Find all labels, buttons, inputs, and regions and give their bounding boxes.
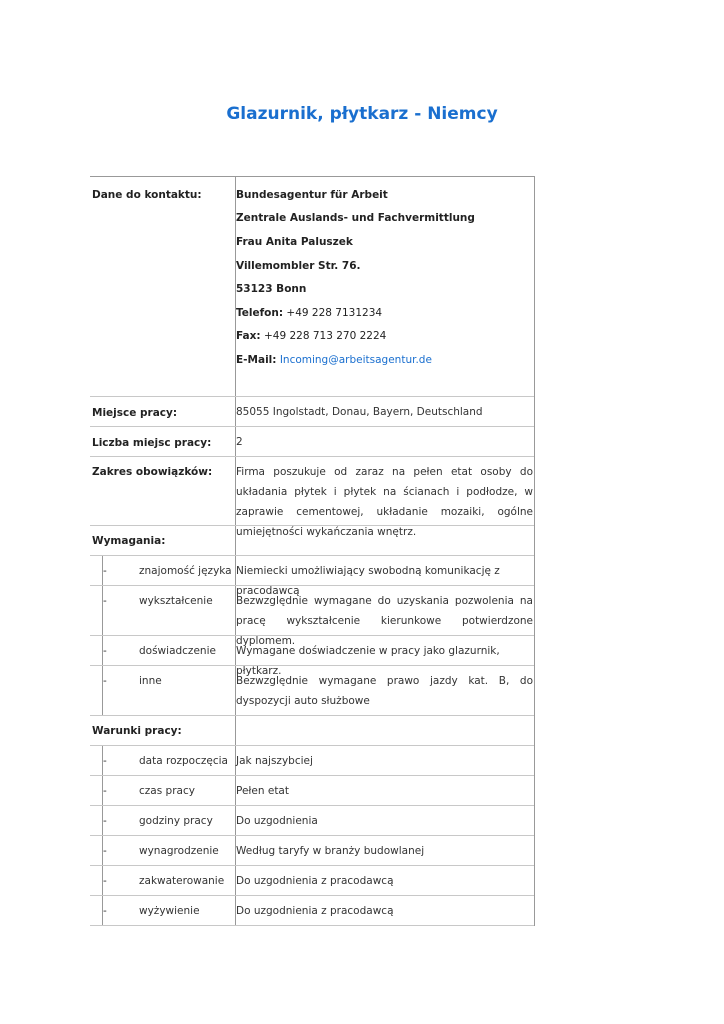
- bullet-dash: -: [103, 905, 107, 917]
- bullet-dash: -: [103, 645, 107, 657]
- condition-row: [90, 866, 534, 896]
- positions-row: [90, 427, 534, 457]
- conditions-header-row: [90, 716, 534, 746]
- condition-name: zakwaterowanie: [139, 875, 225, 887]
- requirement-name: doświadczenie: [139, 645, 216, 657]
- page-title: Glazurnik, płytkarz - Niemcy: [226, 104, 498, 124]
- requirement-row: [90, 636, 534, 677]
- contact-row: [90, 177, 534, 397]
- requirement-value: Niemiecki umożliwiający swobodną komunikację z pracodawcą: [236, 565, 500, 597]
- contact-city: 53123 Bonn: [236, 283, 307, 295]
- positions-label: Liczba miejsc pracy:: [92, 437, 212, 449]
- condition-row: [90, 896, 534, 926]
- conditions-label: Warunki pracy:: [92, 725, 182, 737]
- requirement-name: inne: [139, 675, 162, 687]
- phone-label: Telefon:: [236, 307, 284, 319]
- requirement-value: Bezwzględnie wymagane do uzyskania pozwolenia na pracę wykształcenie kierunkowe potwierdzone dyplomem.: [236, 595, 533, 647]
- condition-name: czas pracy: [139, 785, 195, 797]
- bullet-dash: -: [103, 815, 107, 827]
- contact-org: Bundesagentur für Arbeit: [236, 189, 388, 201]
- requirements-header-row: [90, 526, 534, 556]
- requirement-row: [90, 666, 534, 716]
- duties-value: Firma poszukuje od zaraz na pełen etat osoby do układania płytek i płytek na ścianach i podłodze, w zaprawie cementowej, układanie mozaiki, ogólne umiejętności wykańczania wnętrz.: [236, 466, 533, 538]
- workplace-value: 85055 Ingolstadt, Donau, Bayern, Deutschland: [236, 406, 483, 418]
- workplace-label: Miejsce pracy:: [92, 407, 178, 419]
- condition-row: [90, 836, 534, 866]
- contact-person: Frau Anita Paluszek: [236, 236, 353, 248]
- requirement-name: znajomość języka: [139, 565, 232, 577]
- condition-name: wyżywienie: [139, 905, 200, 917]
- requirement-row: [90, 586, 534, 647]
- condition-value: Jak najszybciej: [236, 755, 313, 767]
- requirement-value: Bezwzględnie wymagane prawo jazdy kat. B, do dyspozycji auto służbowe: [236, 675, 533, 707]
- workplace-row: [90, 397, 534, 427]
- requirements-label: Wymagania:: [92, 535, 166, 547]
- bullet-dash: -: [103, 875, 107, 887]
- requirement-name: wykształcenie: [139, 595, 213, 607]
- condition-value: Do uzgodnienia z pracodawcą: [236, 905, 394, 917]
- condition-row: [90, 746, 534, 776]
- fax-value: +49 228 713 270 2224: [263, 330, 387, 342]
- condition-row: [90, 806, 534, 836]
- bullet-dash: -: [103, 785, 107, 797]
- condition-name: data rozpoczęcia: [139, 755, 228, 767]
- phone-value: +49 228 7131234: [286, 307, 383, 319]
- condition-value: Do uzgodnienia z pracodawcą: [236, 875, 394, 887]
- duties-label: Zakres obowiązków:: [92, 466, 213, 478]
- condition-value: Do uzgodnienia: [236, 815, 318, 827]
- condition-value: Pełen etat: [236, 785, 289, 797]
- condition-name: wynagrodzenie: [139, 845, 219, 857]
- bullet-dash: -: [103, 595, 107, 607]
- email-label: E-Mail:: [236, 354, 277, 366]
- condition-name: godziny pracy: [139, 815, 213, 827]
- condition-row: [90, 776, 534, 806]
- contact-label: Dane do kontaktu:: [92, 189, 202, 201]
- duties-row: [90, 457, 534, 538]
- condition-value: Według taryfy w branży budowlanej: [236, 845, 425, 857]
- contact-street: Villemombler Str. 76.: [236, 260, 361, 272]
- bullet-dash: -: [103, 755, 107, 767]
- offer-table: [90, 176, 535, 926]
- bullet-dash: -: [103, 845, 107, 857]
- bullet-dash: -: [103, 675, 107, 687]
- positions-value: 2: [236, 436, 243, 448]
- requirement-row: [90, 556, 534, 597]
- contact-dept: Zentrale Auslands- und Fachvermittlung: [236, 212, 475, 224]
- requirement-value: Wymagane doświadczenie w pracy jako glazurnik, płytkarz.: [236, 645, 500, 677]
- email-link[interactable]: Incoming@arbeitsagentur.de: [279, 354, 432, 366]
- fax-label: Fax:: [236, 330, 261, 342]
- bullet-dash: -: [103, 565, 107, 577]
